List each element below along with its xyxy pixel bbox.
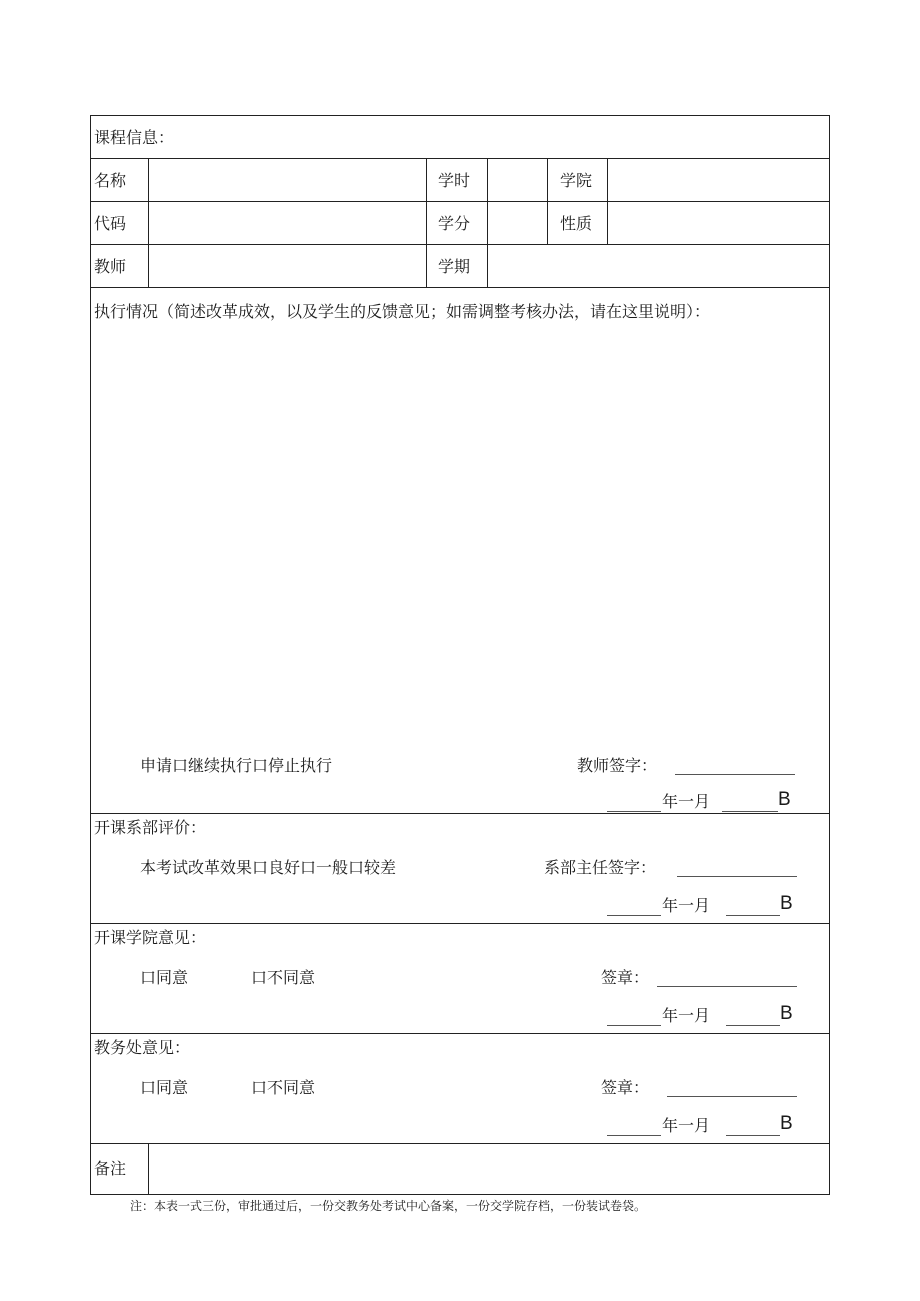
college-disagree-option[interactable]: 口不同意 xyxy=(251,968,316,987)
dept-head-signature-label: 系部主任签字： xyxy=(544,858,657,877)
office-disagree-option[interactable]: 口不同意 xyxy=(251,1078,316,1097)
teacher-label: 教师 xyxy=(94,257,127,276)
semester-field[interactable] xyxy=(489,246,827,286)
date-year-month: 年一月 xyxy=(662,1006,711,1025)
dept-head-signature-line[interactable] xyxy=(677,875,797,877)
nature-field[interactable] xyxy=(609,203,827,243)
date-day: B xyxy=(780,1113,793,1134)
college-field[interactable] xyxy=(609,160,827,200)
date-blank[interactable] xyxy=(607,810,661,812)
course-name-field[interactable] xyxy=(150,160,424,200)
credits-label: 学分 xyxy=(438,214,471,233)
execution-label: 执行情况（简述改革成效，以及学生的反馈意见；如需调整考核办法，请在这里说明）： xyxy=(94,302,711,321)
office-agree-option[interactable]: 口同意 xyxy=(140,1078,189,1097)
credits-field[interactable] xyxy=(489,203,545,243)
teacher-signature-line[interactable] xyxy=(675,773,795,775)
execution-text-area[interactable] xyxy=(94,330,824,740)
remarks-label: 备注 xyxy=(94,1159,127,1178)
date-day: B xyxy=(778,789,791,810)
hours-field[interactable] xyxy=(489,160,545,200)
office-seal-line[interactable] xyxy=(667,1095,797,1097)
date-day: B xyxy=(780,893,793,914)
date-blank[interactable] xyxy=(726,1134,780,1136)
office-seal-label: 签章： xyxy=(601,1078,650,1097)
effect-options[interactable]: 本考试改革效果口良好口一般口较差 xyxy=(140,858,397,877)
teacher-field[interactable] xyxy=(150,246,424,286)
date-blank[interactable] xyxy=(726,914,780,916)
hours-label: 学时 xyxy=(438,171,471,190)
college-seal-line[interactable] xyxy=(657,985,797,987)
remarks-field[interactable] xyxy=(150,1145,828,1193)
date-blank[interactable] xyxy=(607,1134,661,1136)
date-blank[interactable] xyxy=(607,1024,661,1026)
apply-options[interactable]: 申请口继续执行口停止执行 xyxy=(140,756,333,775)
date-blank[interactable] xyxy=(726,1024,780,1026)
college-agree-option[interactable]: 口同意 xyxy=(140,968,189,987)
date-year-month: 年一月 xyxy=(662,792,711,811)
college-seal-label: 签章： xyxy=(601,968,650,987)
date-blank[interactable] xyxy=(722,810,778,812)
college-label: 学院 xyxy=(560,171,593,190)
date-blank[interactable] xyxy=(607,914,661,916)
college-opinion-label: 开课学院意见： xyxy=(94,928,207,947)
date-day: B xyxy=(780,1003,793,1024)
code-label: 代码 xyxy=(94,214,127,233)
footnote: 注：本表一式三份，审批通过后，一份交教务处考试中心备案，一份交学院存档，一份装试卷袋。 xyxy=(130,1199,647,1213)
teacher-signature-label: 教师签字： xyxy=(577,756,658,775)
academic-office-opinion-label: 教务处意见： xyxy=(94,1038,191,1057)
department-evaluation-label: 开课系部评价： xyxy=(94,818,207,837)
course-code-field[interactable] xyxy=(150,203,424,243)
nature-label: 性质 xyxy=(560,214,593,233)
semester-label: 学期 xyxy=(438,257,471,276)
course-info-label: 课程信息： xyxy=(94,128,175,147)
name-label: 名称 xyxy=(94,171,127,190)
date-year-month: 年一月 xyxy=(662,1116,711,1135)
date-year-month: 年一月 xyxy=(662,896,711,915)
